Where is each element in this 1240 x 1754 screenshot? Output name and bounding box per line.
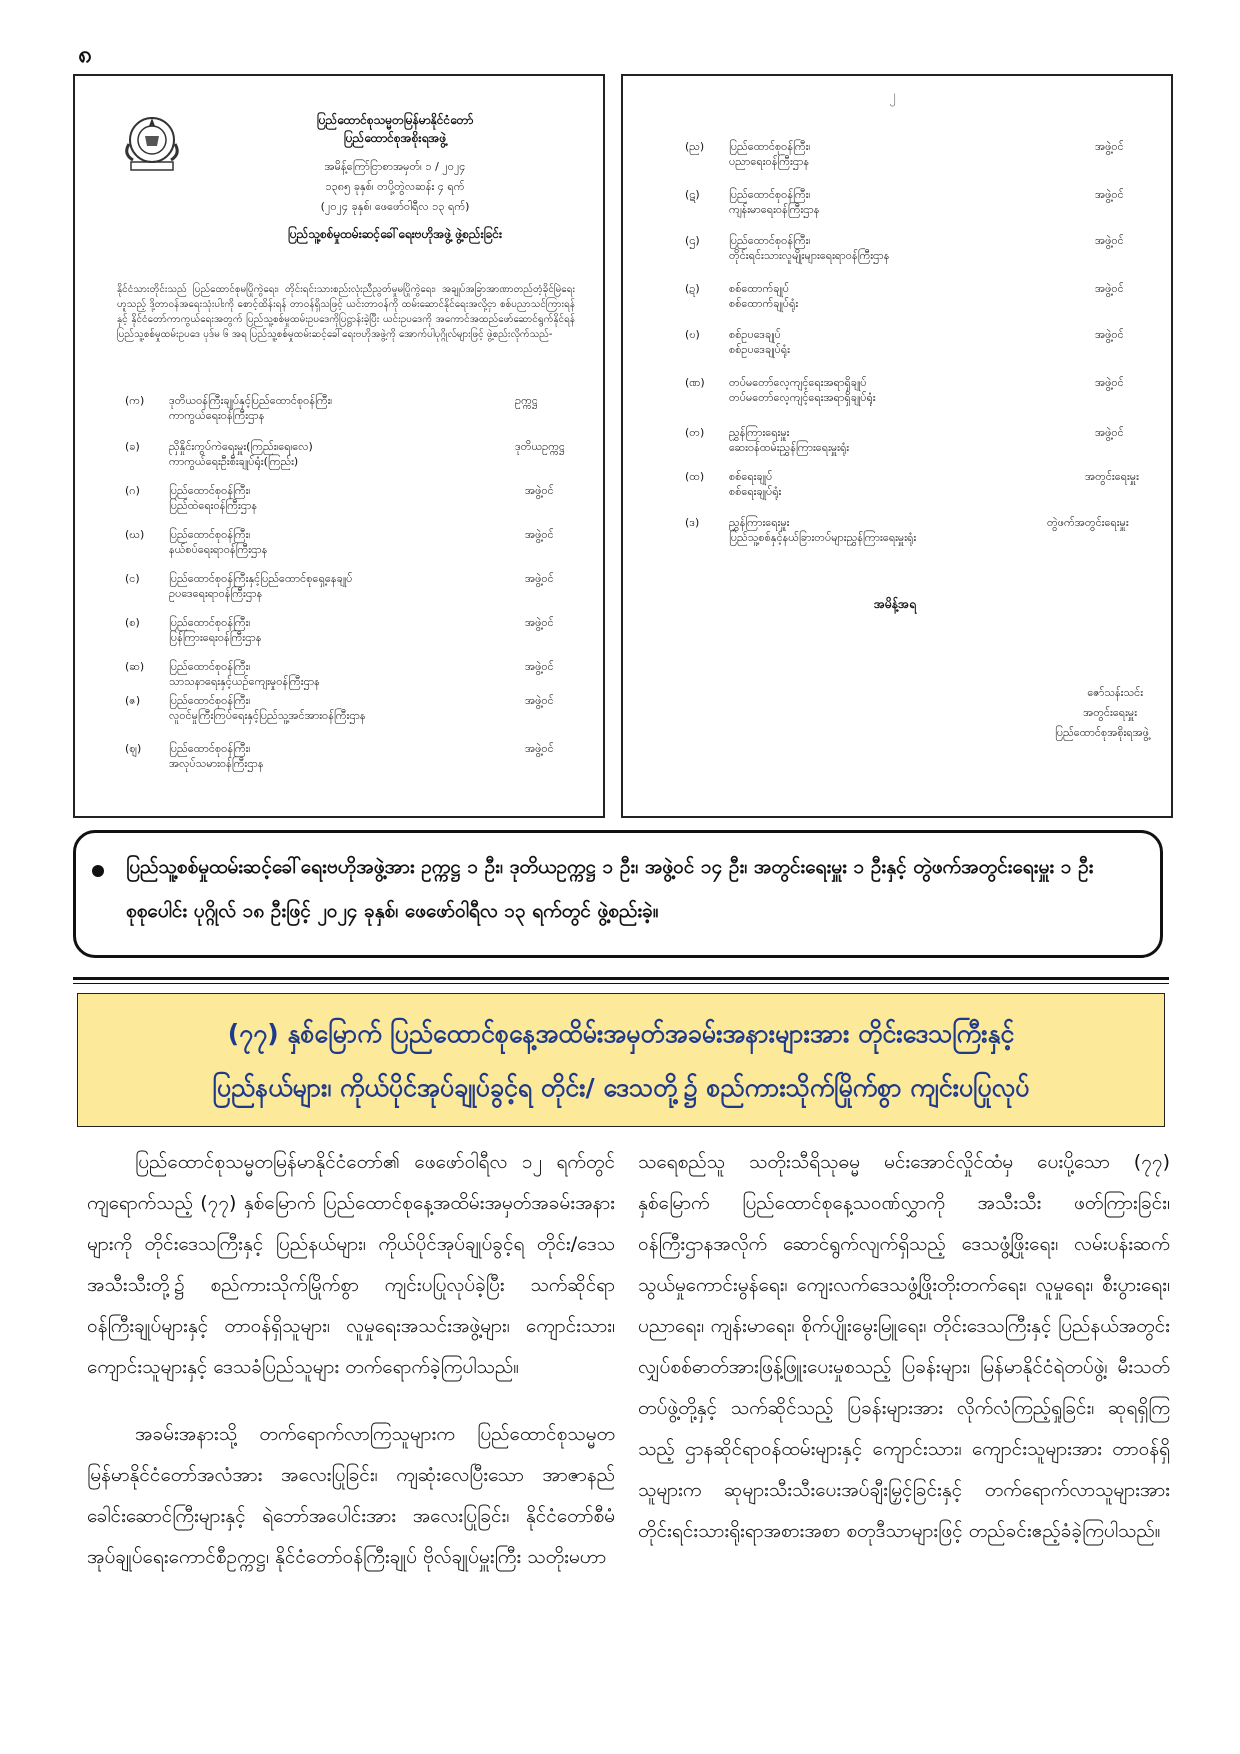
member-title: ညွှန်ကြားရေးမှူး (729, 516, 790, 529)
member-role: အဖွဲ့ဝင် (1095, 234, 1124, 247)
summary-callout (73, 830, 1163, 958)
member-office: နယ်စပ်ရေးရာဝန်ကြီးဌာန (169, 543, 268, 556)
header-gregorian-date: (၂၀၂၄ ခုနှစ်၊ ဖေဖော်ဝါရီလ ၁၃ ရက်) (320, 200, 470, 213)
member-role: အဖွဲ့ဝင် (1095, 188, 1124, 201)
member-label: (ခ) (125, 440, 140, 453)
member-office: ကာကွယ်ရေးဦးစီးချုပ်ရုံး(ကြည်း) (169, 455, 299, 468)
member-office: ပြည်သူ့စစ်နှင့်နယ်ခြားတပ်များညွှန်ကြားရေးမှူးရုံး (729, 531, 917, 544)
member-label: (ဂ) (125, 484, 140, 497)
member-role: ဥက္ကဋ္ဌ (515, 394, 538, 407)
member-office: ဥပဒေရေးရာဝန်ကြီးဌာန (169, 587, 263, 600)
divider-thick (73, 977, 1169, 980)
member-office: ကျန်းမာရေးဝန်ကြီးဌာန (729, 203, 820, 216)
member-role: အဖွဲ့ဝင် (1095, 426, 1124, 439)
member-label: (စ) (125, 616, 140, 629)
article-column-right (638, 1142, 1170, 1578)
member-title: ပြည်ထောင်စုဝန်ကြီး၊ (729, 234, 811, 247)
member-role: အဖွဲ့ဝင် (525, 528, 554, 541)
member-role: အဖွဲ့ဝင် (1095, 376, 1124, 389)
order-subject: ပြည်သူ့စစ်မှုထမ်းဆင့်ခေါ်ရေးဗဟိုအဖွဲ့ ဖွဲ့စည်းခြင်း (287, 227, 503, 241)
member-office: တိုင်းရင်းသားလူမျိုးများရေးရာဝန်ကြီးဌာန (729, 249, 890, 262)
article-paragraph: ပြည်ထောင်စုသမ္မတမြန်မာနိုင်ငံတော်၏ ဖေဖော်ဝါရီလ ၁၂ ရက်တွင် ကျရောက်သည့် (၇၇) နှစ်မြောက် ပြည်ထောင်စုနေ့အထိမ်းအမှတ်အခမ်းအနားများကို တိုင်းဒေသကြီးနှင့် ပြည်နယ်များ၊ ကိုယ်ပိုင်အုပ်ချုပ်ခွင့်ရ တိုင်း/ဒေသအသီးသီးတို့၌ စည်ကားသိုက်မြိုက်စွာ ကျင်းပပြုလုပ်ခဲ့ပြီး သက်ဆိုင်ရာဝန်ကြီးချုပ်များနှင့် တာဝန်ရှိသူများ၊ လူမှုရေးအသင်းအဖွဲ့များ၊ ကျောင်းသား၊ ကျောင်းသူများနှင့် ဒေသခံပြည်သူများ တက်ရောက်ခဲ့ကြပါသည်။ (87, 1151, 615, 1378)
member-label: (ဆ) (125, 660, 145, 673)
member-office: ဆေးဝန်ထမ်းညွှန်ကြားရေးမှူးရုံး (729, 441, 850, 454)
member-office: ပြည်ထဲရေးဝန်ကြီးဌာန (169, 499, 258, 512)
member-title: စစ်ရေးချုပ် (729, 470, 773, 483)
header-state-name: ပြည်ထောင်စုသမ္မတမြန်မာနိုင်ငံတော် (316, 113, 474, 127)
member-role: အဖွဲ့ဝင် (525, 694, 554, 707)
member-role: ဒုတိယဥက္ကဋ္ဌ (515, 440, 565, 453)
member-office: ပြန်ကြားရေးဝန်ကြီးဌာန (169, 631, 262, 644)
member-title: ညွှန်ကြားရေးမှူး (729, 426, 790, 439)
member-label: (ဈ) (125, 742, 142, 755)
member-title: ပြည်ထောင်စုဝန်ကြီး၊ (169, 660, 251, 673)
member-title: ပြည်ထောင်စုဝန်ကြီး၊ (169, 742, 251, 755)
member-title: တပ်မတော်လေ့ကျင့်ရေးအရာရှိချုပ် (729, 376, 867, 389)
member-title: ပြည်ထောင်စုဝန်ကြီး၊ (169, 694, 251, 707)
member-title: ပြည်ထောင်စုဝန်ကြီး၊ (729, 188, 811, 201)
order-panel-left (73, 74, 605, 818)
member-label: (ဃ) (125, 528, 145, 541)
member-office: စစ်ဥပဒေချုပ်ရုံး (729, 343, 790, 356)
article-headline-banner (77, 993, 1165, 1127)
member-title: ပြည်ထောင်စုဝန်ကြီး၊ (729, 140, 811, 153)
header-order-number: အမိန့်ကြော်ငြာစာအမှတ်၊ ၁ / ၂၀၂၄ (324, 160, 466, 173)
member-title: ပြည်ထောင်စုဝန်ကြီး၊ (169, 484, 251, 497)
member-role: အဖွဲ့ဝင် (525, 742, 554, 755)
member-label: (ဍ) (685, 282, 700, 295)
member-label: (တ) (685, 426, 705, 439)
member-role: အဖွဲ့ဝင် (1095, 140, 1124, 153)
member-title: ပြည်ထောင်စုဝန်ကြီး၊ (169, 528, 251, 541)
article-paragraph: သရေစည်သူ သတိုးသီရိသုဓမ္မ မင်းအောင်လှိုင်ထံမှ ပေးပို့သော (၇၇) နှစ်မြောက် ပြည်ထောင်စုနေ့သဝဏ်လွှာကို အသီးသီး ဖတ်ကြားခြင်း၊ ဝန်ကြီးဌာနအလိုက် ဆောင်ရွက်လျက်ရှိသည့် ဒေသဖွံ့ဖြိုးရေး၊ လမ်းပန်းဆက်သွယ်မှုကောင်းမွန်ရေး၊ ကျေးလက်ဒေသဖွံ့ဖြိုးတိုးတက်ရေး၊ လူမှုရေး၊ စီးပွားရေး၊ ပညာရေး၊ ကျန်းမာရေး၊ စိုက်ပျိုးမွေးမြူရေး၊ တိုင်းဒေသကြီးနှင့် ပြည်နယ်အတွင်း လျှပ်စစ်ဓာတ်အားဖြန့်ဖြူးပေးမှုစသည့် ပြခန်းများ၊ မြန်မာနိုင်ငံရဲတပ်ဖွဲ့၊ မီးသတ်တပ်ဖွဲ့တို့နှင့် သက်ဆိုင်သည့် ပြခန်းများအား လိုက်လံကြည့်ရှုခြင်း၊ ဆုရရှိကြသည့် ဌာနဆိုင်ရာဝန်ထမ်းများနှင့် ကျောင်းသား၊ ကျောင်းသူများအား တာဝန်ရှိသူများက ဆုများသီးသီးပေးအပ်ချီးမြှင့်ခြင်းနှင့် တက်ရောက်လာသူများအား တိုင်းရင်းသားရိုးရာအစားအစာ စတုဒီသာများဖြင့် တည်ခင်းဧည့်ခံခဲ့ကြပါသည်။ (638, 1151, 1170, 1542)
member-role: အဖွဲ့ဝင် (1095, 282, 1124, 295)
page-number: ၈ (78, 40, 92, 68)
member-title: ပြည်ထောင်စုဝန်ကြီး၊ (169, 616, 251, 629)
member-role: အတွင်းရေးမှူး (1085, 470, 1139, 483)
order-panel-right (621, 74, 1173, 818)
article-paragraph: အခမ်းအနားသို့ တက်ရောက်လာကြသူများက ပြည်ထောင်စုသမ္မတမြန်မာနိုင်ငံတော်အလံအား အလေးပြုခြင်း၊ ကျဆုံးလေပြီးသော အာဇာနည်ခေါင်းဆောင်ကြီးများနှင့် ရဲဘော်အပေါင်းအား အလေးပြုခြင်း၊ နိုင်ငံတော်စီမံအုပ်ချုပ်ရေးကောင်စီဥက္ကဋ္ဌ၊ နိုင်ငံတော်ဝန်ကြီးချုပ် ဗိုလ်ချုပ်မှူးကြီး သတိုးမဟာ (87, 1423, 615, 1568)
state-seal-icon (119, 110, 185, 176)
member-office: သာသနာရေးနှင့်ယဉ်ကျေးမှုဝန်ကြီးဌာန (169, 675, 320, 688)
member-label: (ဋ) (685, 188, 700, 201)
member-label: (င) (125, 572, 140, 585)
member-label: (ထ) (685, 470, 705, 483)
member-office: ကာကွယ်ရေးဝန်ကြီးဌာန (169, 409, 265, 422)
signature-title: အတွင်းရေးမှူး (1083, 706, 1137, 719)
member-label: (ဇ) (125, 694, 141, 707)
member-office: အလုပ်သမားဝန်ကြီးဌာန (169, 757, 264, 770)
article-column-left (87, 1142, 615, 1604)
member-title: စစ်ထောက်ချုပ် (729, 282, 790, 295)
member-role: တွဲဖက်အတွင်းရေးမှူး (1047, 516, 1129, 529)
member-title: ပြည်ထောင်စုဝန်ကြီးနှင့်ပြည်ထောင်စုရှေ့နေချုပ် (169, 572, 353, 585)
divider-thin (73, 983, 1169, 984)
order-authority: အမိန့်အရ (874, 597, 916, 611)
headline-line-2: ပြည်နယ်များ၊ ကိုယ်ပိုင်အုပ်ချုပ်ခွင့်ရ တိုင်း/ ဒေသတို့၌ စည်ကားသိုက်မြိုက်စွာ ကျင်းပပြုလုပ် (212, 1073, 1030, 1102)
member-office: လူဝင်မှုကြီးကြပ်ရေးနှင့်ပြည်သူ့အင်အားဝန်ကြီးဌာန (169, 709, 366, 722)
member-title: ဒုတိယဝန်ကြီးချုပ်နှင့်ပြည်ထောင်စုဝန်ကြီး၊ (169, 394, 333, 407)
member-role: အဖွဲ့ဝင် (525, 616, 554, 629)
member-office: တပ်မတော်လေ့ကျင့်ရေးအရာရှိချုပ်ရုံး (729, 391, 876, 404)
summary-text: ပြည်သူ့စစ်မှုထမ်းဆင့်ခေါ်ရေးဗဟိုအဖွဲ့အား ဥက္ကဋ္ဌ ၁ ဦး၊ ဒုတိယဥက္ကဋ္ဌ ၁ ဦး၊ အဖွဲ့ဝင် ၁၄ ဦး၊ အတွင်းရေးမှူး ၁ ဦးနှင့် တွဲဖက်အတွင်းရေးမှူး ၁ ဦး စုစုပေါင်း ပုဂ္ဂိုလ် ၁၈ ဦးဖြင့် ၂၀၂၄ ခုနှစ်၊ ဖေဖော်ဝါရီလ ၁၃ ရက်တွင် ဖွဲ့စည်းခဲ့။ (126, 856, 1094, 922)
headline-line-1: (၇၇) နှစ်မြောက် ပြည်ထောင်စုနေ့အထိမ်းအမှတ်အခမ်းအနားများအား တိုင်းဒေသကြီးနှင့် (227, 1019, 1015, 1048)
order-intro: နိုင်ငံသားတိုင်းသည် ပြည်ထောင်စုမပြိုကွဲရေး၊ တိုင်းရင်းသားစည်းလုံးညီညွတ်မှုမပြိုကွဲရေး၊ အချုပ်အခြာအာဏာတည်တံ့ခိုင်မြဲရေးဟူသည့် ဒို့တာဝန်အရေးသုံးပါးကို စောင့်ထိန်းရန် တာဝန်ရှိသဖြင့် ယင်းတာဝန်ကို ထမ်းဆောင်နိုင်ရေးအလို့ငှာ စစ်ပညာသင်ကြားရန်နှင့် နိုင်ငံတော်ကာကွယ်ရေးအတွက် ပြည်သူ့စစ်မှုထမ်းဥပဒေကိုပြဋ္ဌာန်းခဲ့ပြီး ယင်းဥပဒေကို အကောင်အထည်ဖော်ဆောင်ရွက်နိုင်ရန် ပြည်သူ့စစ်မှုထမ်းဥပဒေ ပုဒ်မ ၆ အရ ပြည်သူ့စစ်မှုထမ်းဆင့်ခေါ်ရေးဗဟိုအဖွဲ့ကို အောက်ပါပုဂ္ဂိုလ်များဖြင့် ဖွဲ့စည်းလိုက်သည်- (117, 284, 575, 340)
header-government: ပြည်ထောင်စုအစိုးရအဖွဲ့ (343, 131, 447, 145)
member-label: (ဌ) (685, 234, 700, 247)
member-office: ပညာရေးဝန်ကြီးဌာန (729, 155, 810, 168)
panel-page-mark: ၂ (889, 88, 896, 104)
member-title: ညှိနှိုင်းကွပ်ကဲရေးမှူး(ကြည်း၊ရေ၊လေ) (169, 440, 313, 453)
member-label: (ည) (685, 140, 705, 153)
signature-office: ပြည်ထောင်စုအစိုးရအဖွဲ့ (1055, 726, 1149, 739)
member-office: စစ်ရေးချုပ်ရုံး (729, 485, 782, 498)
member-label: (ဏ) (685, 376, 705, 389)
signature-name: ဇော်သန်းသင်း (1087, 686, 1143, 699)
bullet-icon (92, 865, 104, 877)
member-role: အဖွဲ့ဝင် (525, 572, 554, 585)
member-label: (က) (125, 394, 145, 407)
member-title: စစ်ဥပဒေချုပ် (729, 328, 781, 341)
member-role: အဖွဲ့ဝင် (525, 660, 554, 673)
member-office: စစ်ထောက်ချုပ်ရုံး (729, 297, 799, 310)
member-label: (ဒ) (685, 516, 700, 529)
member-label: (ဎ) (685, 328, 700, 341)
member-role: အဖွဲ့ဝင် (1095, 328, 1124, 341)
member-role: အဖွဲ့ဝင် (525, 484, 554, 497)
header-myanmar-date: ၁၃၈၅ ခုနှစ်၊ တပို့တွဲလဆန်း ၄ ရက် (325, 180, 465, 193)
